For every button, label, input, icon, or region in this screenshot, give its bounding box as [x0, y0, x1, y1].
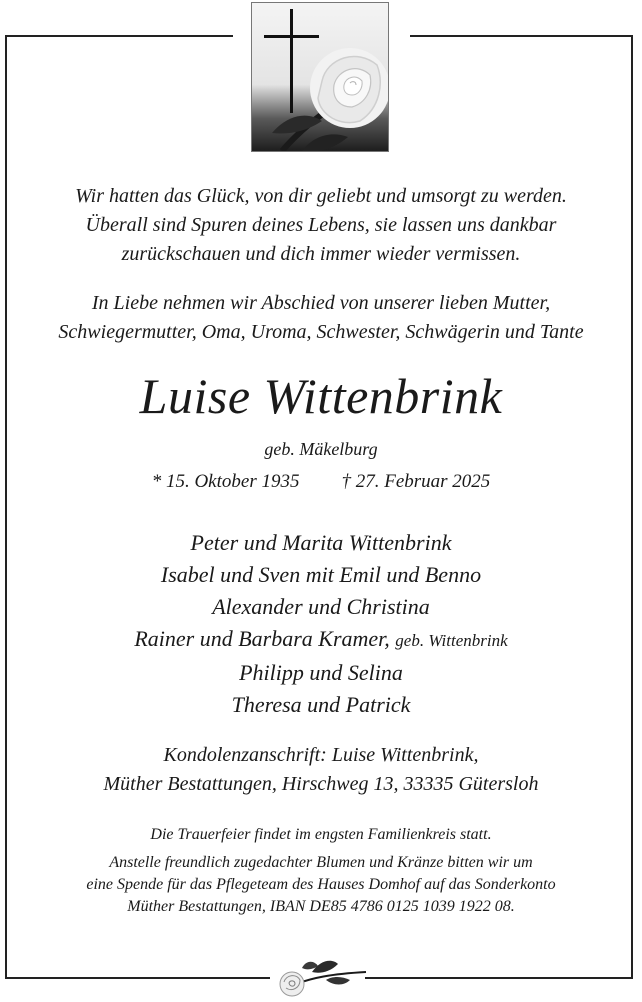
intro-line: In Liebe nehmen wir Abschied von unserer lieben Mutter,	[91, 292, 551, 314]
family-member: Alexander und Christina	[212, 594, 430, 619]
rose-icon	[272, 950, 368, 998]
ceremony-note: Die Trauerfeier findet im engsten Familienkreis statt.	[150, 826, 492, 843]
donation-line: Müther Bestattungen, IBAN DE85 4786 0125 1039 1922 08.	[127, 898, 515, 915]
family-member: Rainer und Barbara Kramer, geb. Wittenbrink	[134, 626, 508, 651]
bottom-rule-right	[365, 977, 633, 979]
family-member: Isabel und Sven mit Emil und Benno	[160, 562, 482, 587]
address-line: Müther Bestattungen, Hirschweg 13, 33335 Gütersloh	[103, 773, 539, 795]
quote-line: Wir hatten das Glück, von dir geliebt und umsorgt zu werden.	[75, 185, 567, 207]
family-list	[0, 527, 642, 721]
death-date: † 27. Februar 2025	[341, 471, 491, 492]
condolence-address	[0, 741, 642, 799]
bottom-rule-left	[5, 977, 270, 979]
donation-line: eine Spende für das Pflegeteam des Hauses Domhof auf das Sonderkonto	[86, 876, 556, 893]
intro-line: Schwiegermutter, Oma, Uroma, Schwester, Schwägerin und Tante	[58, 321, 584, 343]
family-member: Philipp und Selina	[239, 660, 403, 685]
deceased-name: Luise Wittenbrink	[139, 368, 503, 424]
cross-rose-icon	[251, 2, 389, 152]
donation-line: Anstelle freundlich zugedachter Blumen und Kränze bitten wir um	[109, 854, 533, 871]
family-member: Theresa und Patrick	[231, 692, 411, 717]
top-rule-left	[5, 35, 233, 37]
quote-block	[0, 182, 642, 269]
notes-block	[0, 824, 642, 918]
life-dates	[0, 469, 642, 495]
family-member: Peter und Marita Wittenbrink	[190, 530, 452, 555]
intro-block	[0, 289, 642, 347]
birth-name: geb. Mäkelburg	[264, 439, 378, 459]
top-rule-right	[410, 35, 633, 37]
address-line: Kondolenzanschrift: Luise Wittenbrink,	[163, 744, 479, 766]
birth-date: * 15. Oktober 1935	[151, 471, 300, 492]
quote-line: Überall sind Spuren deines Lebens, sie lassen uns dankbar	[85, 214, 557, 236]
quote-line: zurückschauen und dich immer wieder vermissen.	[121, 243, 521, 265]
family-member-suffix: geb. Wittenbrink	[395, 631, 508, 650]
